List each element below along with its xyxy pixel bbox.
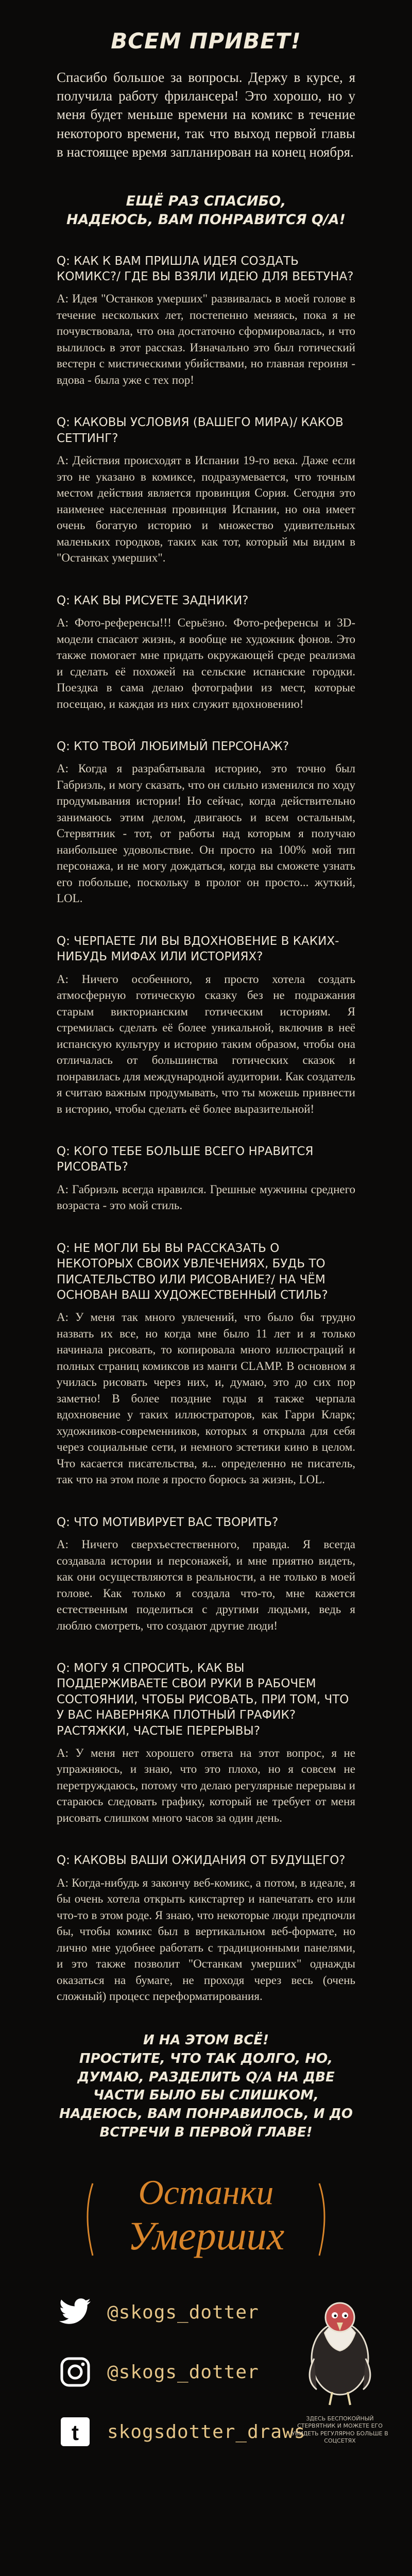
- question: Q: КАКОВЫ ВАШИ ОЖИДАНИЯ ОТ БУДУЩЕГО?: [57, 1854, 346, 1868]
- qa-item-5: [57, 934, 355, 1117]
- greeting-title: ВСЕМ ПРИВЕТ!: [111, 28, 301, 54]
- answer: А: Ничего сверхъестественного, правда. Я всегда создавала истории и персонажей, и мне приятно видеть, как они осуществляются в реальности, а не только в моей голове. Как только я создала что-то, мне кажется естественным поделиться с другими людьми, ведь я люблю смотреть, что создают другие люди!: [57, 1538, 355, 1632]
- question: Q: МОГУ Я СПРОСИТЬ, КАК ВЫ ПОДДЕРЖИВАЕТЕ СВОИ РУКИ В РАБОЧЕМ СОСТОЯНИИ, ЧТОБЫ РИСОВАТЬ, ПРИ ТОМ, ЧТО У ВАС НАВЕРНЯКА ПЛОТНЫЙ ГРАФИК? РАСТЯЖКИ, ЧАСТЫЕ ПЕРЕРЫВЫ?: [57, 1662, 349, 1738]
- outro-line-2: ПРОСТИТЕ, ЧТО ТАК ДОЛГО, НО, ДУМАЮ, РАЗДЕЛИТЬ Q/A НА ДВЕ ЧАСТИ БЫЛО БЫ СЛИШКОМ, НАДЕЮСЬ, ВАМ ПОНРАВИЛОСЬ, И ДО ВСТРЕЧИ В ПЕРВОЙ ГЛАВЕ!: [59, 2050, 353, 2141]
- qa-item-4: [57, 739, 355, 907]
- qa-item-3: [57, 593, 355, 712]
- answer: А: Действия происходят в Испании 19-го века. Даже если это не указано в комиксе, подразумевается, что точным местом действия является провинция Сория. Сегодня это наименее населенная провинция Испании, но она имеет очень богатую историю и множество удивительных маленьких городков, таких как тот, который мы видим в "Останках умерших".: [57, 454, 355, 565]
- question: Q: КТО ТВОЙ ЛЮБИМЫЙ ПЕРСОНАЖ?: [57, 740, 289, 754]
- question: Q: КАК К ВАМ ПРИШЛА ИДЕЯ СОЗДАТЬ КОМИКС?/ ГДЕ ВЫ ВЗЯЛИ ИДЕЮ ДЛЯ ВЕБТУНА?: [57, 254, 354, 284]
- mascot-caption: ЗДЕСЬ БЕСПОКОЙНЫЙ СТЕРВЯТНИК И МОЖЕТЕ ЕГО УВИДЕТЬ РЕГУЛЯРНО БОЛЬШЕ В СОЦСЕТЯХ: [291, 2415, 388, 2444]
- qa-item-10: [57, 1853, 355, 2004]
- vulture-mascot-icon: [294, 2281, 386, 2410]
- qa-item-8: [57, 1515, 355, 1634]
- twitter-handle: @skogs_dotter: [107, 2301, 259, 2323]
- thanks-line-1: ЕЩЁ РАЗ СПАСИБО,: [126, 193, 286, 209]
- question: Q: ЧТО МОТИВИРУЕТ ВАС ТВОРИТЬ?: [57, 1515, 279, 1529]
- question: Q: ЧЕРПАЕТЕ ЛИ ВЫ ВДОХНОВЕНИЕ В КАКИХ-НИБУДЬ МИФАХ ИЛИ ИСТОРИЯХ?: [57, 934, 339, 964]
- social-links: [57, 2292, 388, 2508]
- answer: А: Идея "Останков умерших" развивалась в моей голове в течение нескольких лет, постепенно меняясь, пока я не почувствовала, что она достаточно сформировалась, и что вылилось в этот рассказ. Изначально это был готический вестерн с мистическими убийствами, но главная героиня - вдова - была уже с тех пор!: [57, 292, 355, 386]
- instagram-handle: @skogs_dotter: [107, 2361, 259, 2383]
- question: Q: КОГО ТЕБЕ БОЛЬШЕ ВСЕГО НРАВИТСЯ РИСОВАТЬ?: [57, 1145, 314, 1174]
- thanks-banner: [57, 192, 355, 230]
- answer: А: Когда я разрабатывала историю, это точно был Габриэль, и могу сказать, что он сильно изменился по ходу продумывания истории! Но сейчас, когда действительно занимаюсь этим делом, двигаюсь и всем остальным, Стервятник - тот, от работы над которым я получаю наибольшее удовольствие. Он просто на 100% мой тип персонажа, и не могу дождаться, когда вы сможете узнать его побольше, поскольку в пролог он просто... жуткий, LOL.: [57, 762, 355, 905]
- intro-text: Спасибо большое за вопросы. Держу в курсе, я получила работу фрилансера! Это хорошо, но у меня будет меньше времени на комикс в течение некоторого времени, так что выход первой главы в настоящее время запланирован на конец ноября.: [57, 70, 355, 160]
- answer: А: Габриэль всегда нравился. Грешные мужчины среднего возраста - это мой стиль.: [57, 1182, 355, 1212]
- question: Q: НЕ МОГЛИ БЫ ВЫ РАССКАЗАТЬ О НЕКОТОРЫХ СВОИХ УВЛЕЧЕНИЯХ, БУДЬ ТО ПИСАТЕЛЬСТВО ИЛИ РИСОВАНИЕ?/ НА ЧЁМ ОСНОВАН ВАШ ХУДОЖЕСТВЕННЫЙ СТИЛЬ?: [57, 1241, 328, 1302]
- answer: А: У меня так много увлечений, что было бы трудно назвать их все, но когда мне было 11 лет и я только начинала рисовать, то копировала много иллюстраций и полных страниц комиксов из манги CLAMP. В основном я училась рисовать через них, и, думаю, это до сих пор заметно! В более поздние годы я также черпала вдохновение у таких иллюстраторов, как Гарри Кларк; художников-современников, которых я открыла для себя через социальные сети, и немного эстетики кино в целом. Что касается писательства, я... определенно не писатель, так что на этом поле я просто борюсь за жизнь, LOL.: [57, 1311, 355, 1486]
- qa-item-2: [57, 415, 355, 566]
- outro-text: [57, 2031, 355, 2142]
- thanks-line-2: НАДЕЮСЬ, ВАМ ПОНРАВИТСЯ Q/A!: [66, 212, 346, 228]
- svg-text:t: t: [72, 2420, 79, 2445]
- answer: А: У меня нет хорошего ответа на этот вопрос, я не упражняюсь, и знаю, что это плохо, но я совсем не перетруждаюсь, потому что делаю регулярные перерывы и стараюсь следовать графику, который не требует от меня рисовать слишком много часов за один день.: [57, 1746, 355, 1824]
- instagram-icon: [57, 2353, 94, 2391]
- answer: А: Когда-нибудь я закончу веб-комикс, а потом, в идеале, я бы очень хотела открыть кикстартер и напечатать его или что-то в этом роде. Я знаю, что некоторые люди предпочли бы, чтобы комикс был в вертикальном веб-формате, но лично мне удобнее работать с традиционными панелями, и это также позволит "Останкам умерших" однажды оказаться на бумаге, не проходя через весь (очень сложный) процесс переформатирования.: [57, 1876, 355, 2003]
- question: Q: КАК ВЫ РИСУЕТЕ ЗАДНИКИ?: [57, 594, 249, 607]
- qa-item-7: [57, 1241, 355, 1488]
- logo-line-2: Умерших: [127, 2213, 285, 2259]
- qa-item-6: [57, 1144, 355, 1214]
- question: Q: КАКОВЫ УСЛОВИЯ (ВАШЕГО МИРА)/ КАКОВ СЕТТИНГ?: [57, 416, 344, 445]
- comic-logo: [72, 2163, 340, 2266]
- qa-item-1: [57, 253, 355, 388]
- twitter-icon: [57, 2294, 94, 2331]
- tumblr-icon: [57, 2413, 94, 2450]
- logo-line-1: Останки: [138, 2173, 274, 2212]
- qa-item-9: [57, 1660, 355, 1826]
- answer: А: Фото-референсы!!! Серьёзно. Фото-референсы и 3D-модели спасают жизнь, я вообще не художник фонов. Это также помогает мне придать окружающей среде реализма и сделать её похожей на сельские испанские городки. Поездка в сама делаю фотографии из мест, которые посещаю, и каждая из них служит вдохновению!: [57, 616, 355, 710]
- tumblr-handle: skogsdotter_draws: [107, 2421, 306, 2443]
- answer: А: Ничего особенного, я просто хотела создать атмосферную готическую сказку без не подражания старым викторианским готическим историям. Я стремилась сделать её более уникальной, включив в неё испанскую культуру и историю таким образом, чтобы она отличалась от большинства готических сказок и понравилась для международной аудитории. Как создатель я считаю важным продумывать, что ты можешь привнести в историю, чтобы сделать её более выразительной!: [57, 972, 355, 1115]
- outro-line-1: И НА ЭТОМ ВСЁ!: [143, 2032, 269, 2048]
